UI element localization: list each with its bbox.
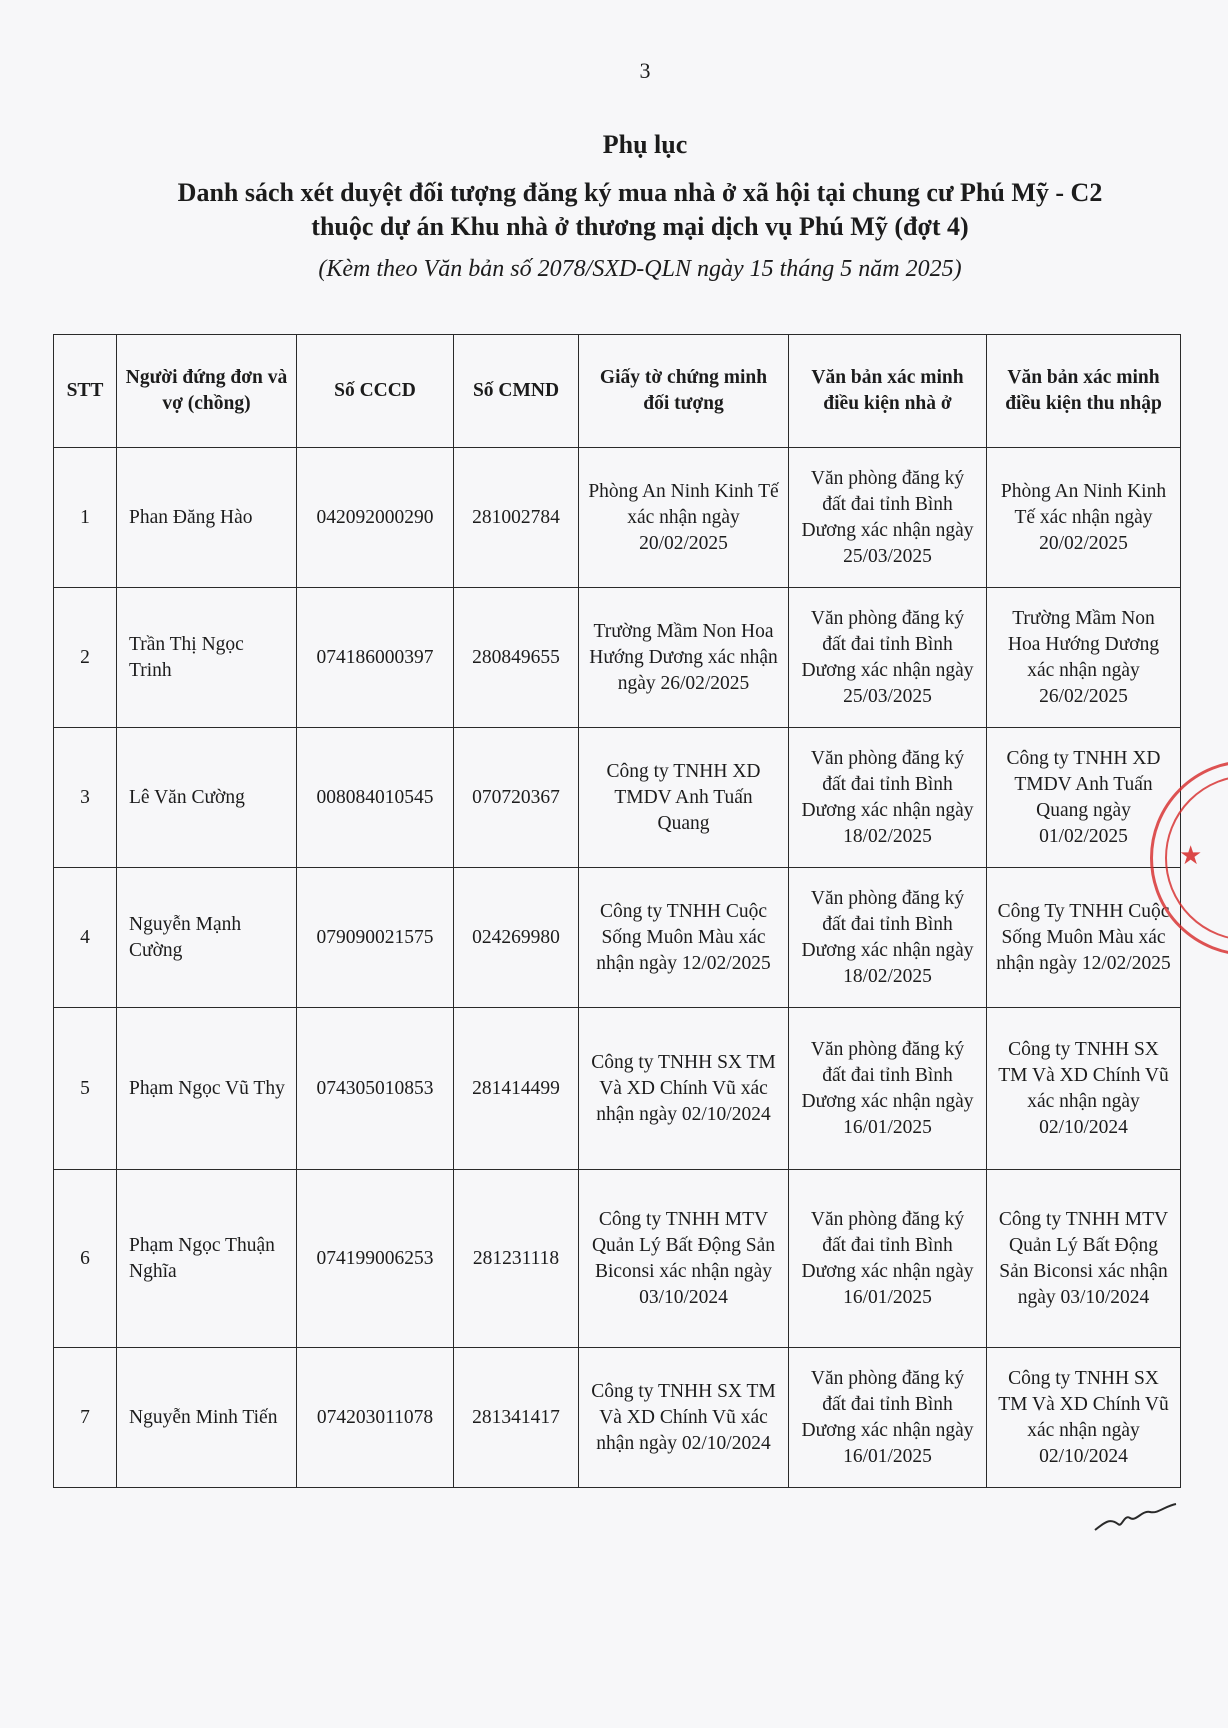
cell-income-verification: Công ty TNHH SX TM Và XD Chính Vũ xác nhận ngày 02/10/2024	[987, 1008, 1181, 1170]
table-header-row	[54, 335, 1181, 448]
table-row	[54, 1170, 1181, 1348]
cell-housing-verification: Văn phòng đăng ký đất đai tỉnh Bình Dương xác nhận ngày 16/01/2025	[789, 1348, 987, 1488]
cell-stt: 7	[54, 1348, 117, 1488]
cell-income-verification: Công ty TNHH XD TMDV Anh Tuấn Quang ngày 01/02/2025	[987, 728, 1181, 868]
cell-income-verification: Phòng An Ninh Kinh Tế xác nhận ngày 20/02/2025	[987, 448, 1181, 588]
header-stt: STT	[54, 335, 117, 448]
stamp-star-icon: ★	[1179, 841, 1203, 870]
cell-eligibility-doc: Công ty TNHH Cuộc Sống Muôn Màu xác nhận ngày 12/02/2025	[579, 868, 789, 1008]
cell-applicant: Phạm Ngọc Thuận Nghĩa	[117, 1170, 297, 1348]
cell-cccd: 074203011078	[297, 1348, 454, 1488]
cell-cmnd: 281414499	[454, 1008, 579, 1170]
cell-cccd: 074199006253	[297, 1170, 454, 1348]
cell-applicant: Nguyễn Mạnh Cường	[117, 868, 297, 1008]
cell-eligibility-doc: Phòng An Ninh Kinh Tế xác nhận ngày 20/02/2025	[579, 448, 789, 588]
header-eligibility-doc: Giấy tờ chứng minh đối tượng	[579, 335, 789, 448]
cell-eligibility-doc: Công ty TNHH SX TM Và XD Chính Vũ xác nhận ngày 02/10/2024	[579, 1008, 789, 1170]
cell-cccd: 079090021575	[297, 868, 454, 1008]
cell-housing-verification: Văn phòng đăng ký đất đai tỉnh Bình Dương xác nhận ngày 16/01/2025	[789, 1008, 987, 1170]
cell-cmnd: 024269980	[454, 868, 579, 1008]
cell-cmnd: 281231118	[454, 1170, 579, 1348]
cell-stt: 6	[54, 1170, 117, 1348]
cell-cccd: 008084010545	[297, 728, 454, 868]
cell-housing-verification: Văn phòng đăng ký đất đai tỉnh Bình Dương xác nhận ngày 16/01/2025	[789, 1170, 987, 1348]
header-applicant: Người đứng đơn và vợ (chồng)	[117, 335, 297, 448]
cell-housing-verification: Văn phòng đăng ký đất đai tỉnh Bình Dương xác nhận ngày 25/03/2025	[789, 448, 987, 588]
header-income-verification: Văn bản xác minh điều kiện thu nhập	[987, 335, 1181, 448]
cell-eligibility-doc: Công ty TNHH MTV Quản Lý Bất Động Sản Biconsi xác nhận ngày 03/10/2024	[579, 1170, 789, 1348]
cell-cmnd: 070720367	[454, 728, 579, 868]
table-row	[54, 1348, 1181, 1488]
approval-table	[53, 334, 1181, 1488]
cell-stt: 1	[54, 448, 117, 588]
page-number: 3	[639, 58, 651, 83]
cell-cccd: 074186000397	[297, 588, 454, 728]
cell-stt: 4	[54, 868, 117, 1008]
cell-applicant: Nguyễn Minh Tiến	[117, 1348, 297, 1488]
cell-income-verification: Công ty TNHH SX TM Và XD Chính Vũ xác nhận ngày 02/10/2024	[987, 1348, 1181, 1488]
cell-eligibility-doc: Trường Mầm Non Hoa Hướng Dương xác nhận ngày 26/02/2025	[579, 588, 789, 728]
cell-cmnd: 280849655	[454, 588, 579, 728]
cell-stt: 3	[54, 728, 117, 868]
header-cccd: Số CCCD	[297, 335, 454, 448]
cell-cccd: 042092000290	[297, 448, 454, 588]
header-housing-verification: Văn bản xác minh điều kiện nhà ở	[789, 335, 987, 448]
header-cmnd: Số CMND	[454, 335, 579, 448]
cell-cmnd: 281002784	[454, 448, 579, 588]
cell-stt: 5	[54, 1008, 117, 1170]
table-row	[54, 588, 1181, 728]
cell-income-verification: Công ty TNHH MTV Quản Lý Bất Động Sản Biconsi xác nhận ngày 03/10/2024	[987, 1170, 1181, 1348]
cell-housing-verification: Văn phòng đăng ký đất đai tỉnh Bình Dương xác nhận ngày 25/03/2025	[789, 588, 987, 728]
table-row	[54, 448, 1181, 588]
document-subtitle: Danh sách xét duyệt đối tượng đăng ký mua nhà ở xã hội tại chung cư Phú Mỹ - C2 thuộc dự án Khu nhà ở thương mại dịch vụ Phú Mỹ (đợt 4)	[177, 178, 1103, 241]
table-row	[54, 868, 1181, 1008]
cell-income-verification: Công Ty TNHH Cuộc Sống Muôn Màu xác nhận ngày 12/02/2025	[987, 868, 1181, 1008]
table-row	[54, 728, 1181, 868]
cell-stt: 2	[54, 588, 117, 728]
cell-eligibility-doc: Công ty TNHH SX TM Và XD Chính Vũ xác nhận ngày 02/10/2024	[579, 1348, 789, 1488]
document-reference: (Kèm theo Văn bản số 2078/SXD-QLN ngày 15 tháng 5 năm 2025)	[318, 256, 962, 282]
cell-applicant: Lê Văn Cường	[117, 728, 297, 868]
document-title: Phụ lục	[602, 130, 688, 159]
signature-mark	[1090, 1500, 1180, 1540]
cell-housing-verification: Văn phòng đăng ký đất đai tỉnh Bình Dương xác nhận ngày 18/02/2025	[789, 728, 987, 868]
cell-cmnd: 281341417	[454, 1348, 579, 1488]
cell-cccd: 074305010853	[297, 1008, 454, 1170]
cell-applicant: Phạm Ngọc Vũ Thy	[117, 1008, 297, 1170]
cell-housing-verification: Văn phòng đăng ký đất đai tỉnh Bình Dương xác nhận ngày 18/02/2025	[789, 868, 987, 1008]
cell-applicant: Trần Thị Ngọc Trinh	[117, 588, 297, 728]
cell-applicant: Phan Đăng Hào	[117, 448, 297, 588]
table-row	[54, 1008, 1181, 1170]
cell-eligibility-doc: Công ty TNHH XD TMDV Anh Tuấn Quang	[579, 728, 789, 868]
cell-income-verification: Trường Mầm Non Hoa Hướng Dương xác nhận ngày 26/02/2025	[987, 588, 1181, 728]
